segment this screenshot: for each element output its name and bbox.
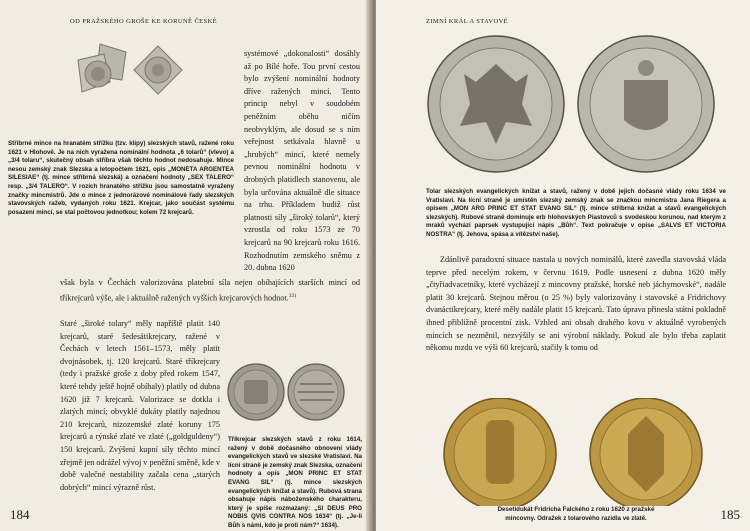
text-column-upper: systémové „dokonalosti“ dosáhly až po Bílé hoře. Tou první cestou bylo zvýšení nominální hodnoty dříve ražených mincí. Tento princip nebyl v soudobém peněžním oběhu ničím neobvyklým, ale dosud se s ním veřejnost setkávala hlavně u „hrubých“ mincí, které nemely pevnou nominální hodnotu v drobných platidlech stanovenu, ale byla určována aktuálně dle situace na trhu. Příkladem budiž růst platnosti síly „široký tolarů“, který vzrostla od roku 1573 ze 70 krejcarů na 90 krejcarů roku 1616. Rozhodnutím zemského sněmu z 20. dubna 1620 <box>244 49 360 273</box>
caption-silesian-thaler: Tolar slezských evangelických knížat a stavů, ražený v době jejich dočasné vlády roku 1634 ve Vratislavi. Na lícní straně je umístěn slezský zemský znak se značkou mincmistra Jana Riegera a opisem „MON ARG PRINC ET STAT EVANG SIL“ (tj. mince stříbrná knížat a stavů evangelických slezských). Rubové straně dominuje erb hlohovských Piastovců s svodeskou korunou, nad kterým z mraků vychází paprsek vystupující nápis „Bůh“. Text pokračuje v opise „SALVS ET VICTORIA NOSTRA“ (tj. Jehova, spása a vítězství naše). <box>426 188 726 238</box>
silesian-thaler-image <box>424 30 720 178</box>
klippe-coins-image <box>70 40 190 120</box>
thaler-obverse <box>428 36 564 172</box>
three-kreuzer-reverse <box>288 364 344 420</box>
paragraph-valorization-text: však byla v Čechách valorizována platební síla nejen obíhajících starších mincí od tříkrejcarů výše, ale i aktuálně ražených vyšších krejcarových hodnot. <box>60 278 360 303</box>
caption-ten-ducat: Desetidukát Fridricha Falckého z roku 1620 z pražské mincovny. Odražek z tolarového razidla ve zlatě. <box>497 506 655 522</box>
ten-ducat-obverse <box>444 398 556 506</box>
running-head-left: OD PRAŽSKÉHO GROŠE KE KORUNĚ ČESKÉ <box>70 18 218 25</box>
paragraph-valorization <box>60 277 360 305</box>
left-page <box>0 0 372 531</box>
text-column-lower: Staré „široké tolary“ měly napříště platit 140 krejcarů, staré šedesátikrejcary, ražené v Čechách v letech 1561–1573, měly platit dvojnásobek, tj. 120 krejcarů. Staré tříkrejcary (tedy i pražské groše z doby před rokem 1547, které tehdy ještě hojně obíhaly) platily od dubna 1620 již 7 krejcarů. Valorizace se dotkla i zlatých mincí; obvyklé dukáty platily najednou 210 krejcarů, nizozemské zlaté koruny 175 krejcarů a rýnské zlaté ve zlaté („goldguldeny“) 150 krejcarů. Zvýšení kupní síly těchto mincí zřejmě jen odrážel vývoj v peněžní směně, kde v době valečné nestability začala cena „starých dobrých“ mincí výrazně růst. <box>60 319 220 492</box>
klippe-coin-3-4-thaler <box>134 46 182 94</box>
ten-ducat-image <box>426 398 722 506</box>
running-head-right: ZIMNÍ KRÁL A STAVOVÉ <box>426 18 509 25</box>
caption-klippe-coins: Stříbrné mince na hranatém střížku (tzv. klipy) slezských stavů, ražené roku 1621 v Hlohově. Je na nich vyražena nominální hodnota „6 tolarů“ (vlevo) a „3/4 tolaru“, skutečný obsah stříbra však těchto hodnot nedosahuje. Mince nesou zemský znak Slezska a letopočtem 1621, opis „MONETA ARGENTEA SILESIAE“ (tj. mince stříbrná slezská) a označení hodnoty „SEX TALERO“ resp. „3/4 TALERO“. V rozích hranatého střížku jsou samostatně vyraženy značky mincmistrů. Jde o mince z jednorázové nominálové řady slezských stavovských ražeb, vydaných roku 1621. Krejcar, jako součást systému posazení mincí, se stal počtovou jednotkou; kolem 72 krejcarů. <box>8 140 234 216</box>
page-number-right: 185 <box>720 507 740 522</box>
page-number-left: 184 <box>10 507 30 522</box>
thaler-reverse <box>578 36 714 172</box>
right-page <box>376 0 750 531</box>
three-kreuzer-coins-image <box>226 356 346 428</box>
three-kreuzer-obverse <box>228 364 284 420</box>
ten-ducat-reverse <box>590 398 702 506</box>
klippe-coin-6-thaler <box>78 44 126 92</box>
caption-three-kreuzer: Tříkrejcar slezských stavů z roku 1614, ražený v době dočasného obnovení vlády evangelických stavů ve slezské Vratislavi. Na lícní straně je zemský znak Slezska, označení hodnoty a opis „MON PRINC ET STAT EVANG SIL“ (tj. mince slezských evangelických knížat a stavů). Rubová strana obsahuje nápis náboženského charakteru, který je spíše rozmazaný: „SI DEUS PRO NOBIS QVIS CONTRA NOS 1634“ (tj. „Je-li Bůh s námi, kdo je proti nám?“ 1634). <box>228 436 362 529</box>
paragraph-new-nominals: Zdánlivě paradoxní situace nastala u nových nominálů, které zavedla stavovská vláda teprve před necelým rokem, v červnu 1619. Podle usnesení z dubna 1620 měly „čtyřiadvacetníky, které vycházejí z mincovny pražské, horské neb jáchymovské“, nadále platit 30 krejcarů. Stejnou měrou (o 25 %) byly valorizovány i stavovské a Fridrichovy dvanáctikrejcary, které měly nadále platit 15 krejcarů. Tato úprava přinesla státní pokladně ihned přibližně procentní zisk. Vzhled ani obsah drahého kovu v aktuálně vyrobených mincích se nezměnil, nezvýšily se ani výrobní náklady. Pokud ale bylo třeba zaplatit někomu mzdu ve výši 60 krejcarů, stačily k tomu od <box>426 255 726 353</box>
footnote-reference: 33) <box>288 292 297 299</box>
